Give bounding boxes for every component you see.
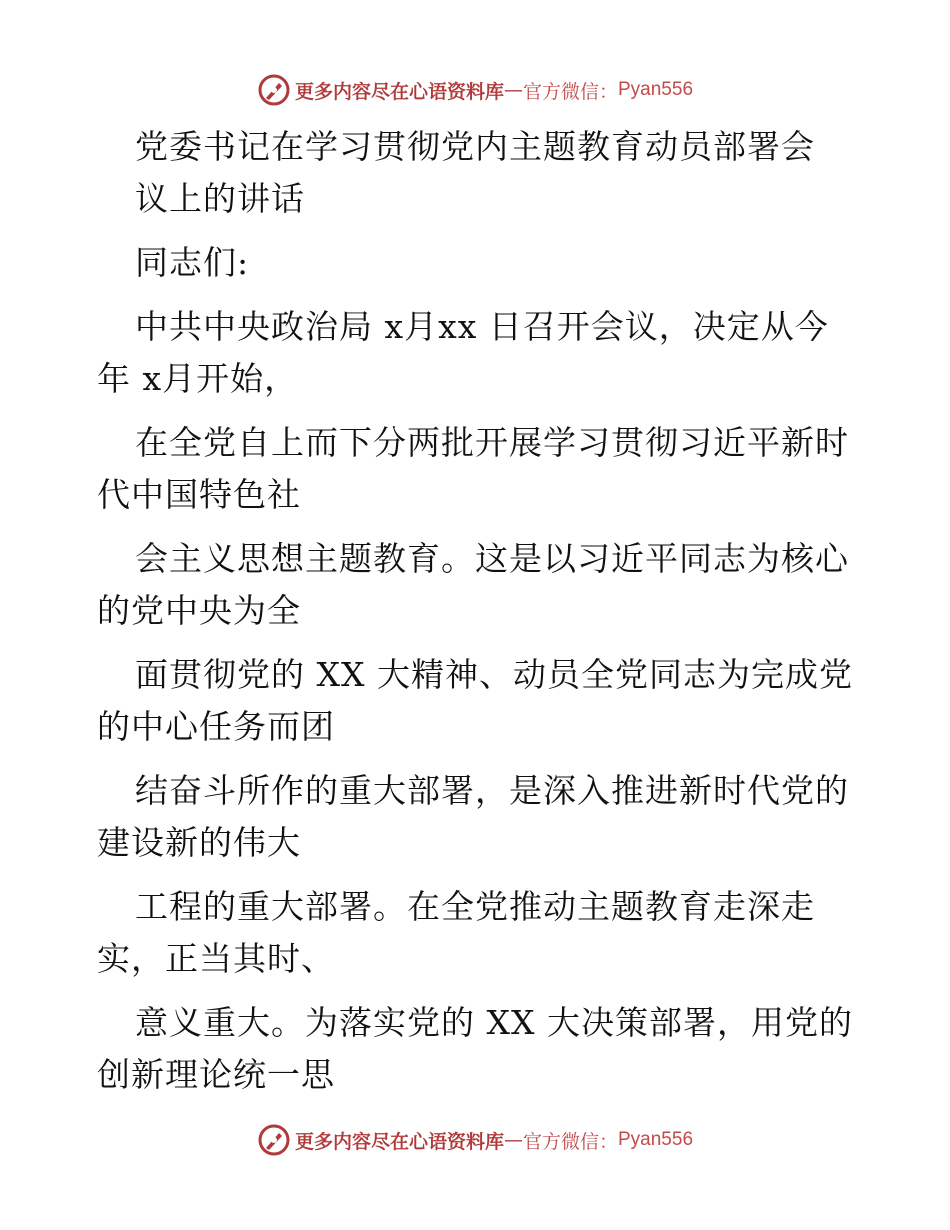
header-contact-label: 官方微信： (522, 80, 618, 103)
pen-logo-icon (257, 73, 291, 107)
salutation: 同志们: (135, 243, 250, 282)
paragraph-line: 的党中央为全 (97, 591, 301, 630)
paragraph-line: 结奋斗所作的重大部署，是深入推进新时代党的 (135, 771, 849, 810)
paragraph-line: 实，正当其时、 (97, 939, 335, 978)
document-title-line-1: 党委书记在学习贯彻党内主题教育动员部署会 (135, 127, 815, 166)
paragraph-line: 的中心任务而团 (97, 707, 335, 746)
document-title-line-2: 议上的讲话 (135, 179, 305, 218)
paragraph-line: 建设新的伟大 (97, 823, 301, 862)
document-body (97, 121, 857, 1101)
footer-contact-id: Pyan556 (618, 1129, 694, 1150)
paragraph-line: 代中国特色社 (97, 475, 301, 514)
header-promo-text: 更多内容尽在心语资料库 (294, 80, 504, 103)
pen-logo-icon (257, 1123, 291, 1157)
paragraph-line: 在全党自上而下分两批开展学习贯彻习近平新时 (135, 423, 849, 462)
header-separator: — (503, 79, 523, 101)
footer-banner (0, 1120, 950, 1160)
paragraph-line: 会主义思想主题教育。这是以习近平同志为核心 (135, 539, 849, 578)
header-contact-id: Pyan556 (618, 79, 694, 100)
paragraph-line: 面贯彻党的 XX 大精神、动员全党同志为完成党 (135, 655, 853, 694)
paragraph-line: 意义重大。为落实党的 XX 大决策部署，用党的 (135, 1003, 853, 1042)
paragraph-line: 创新理论统一思 (97, 1055, 335, 1094)
header-banner (0, 70, 950, 110)
paragraph-line: 中共中央政治局 x月xx 日召开会议，决定从今 (135, 307, 829, 346)
footer-separator: — (503, 1129, 523, 1151)
footer-contact-label: 官方微信： (522, 1130, 618, 1153)
paragraph-line: 工程的重大部署。在全党推动主题教育走深走 (135, 887, 815, 926)
paragraph-line: 年 x月开始， (97, 359, 299, 398)
footer-promo-text: 更多内容尽在心语资料库 (294, 1130, 504, 1153)
